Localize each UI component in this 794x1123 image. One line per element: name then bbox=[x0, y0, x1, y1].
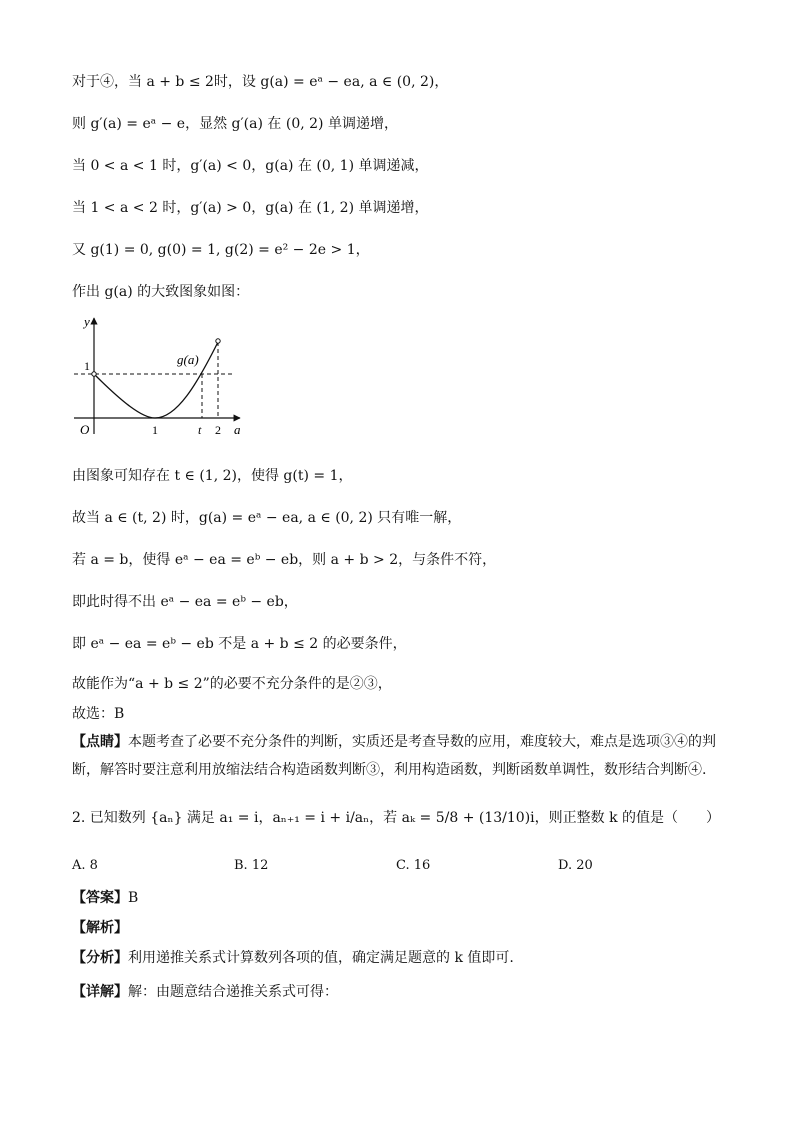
option-c: C. 16 bbox=[396, 858, 431, 873]
fenxi-line bbox=[72, 948, 514, 968]
curve-g bbox=[94, 342, 218, 418]
xiangjie-text: 解：由题意结合递推关系式可得： bbox=[128, 984, 338, 1000]
text-line: 故当 a ∈ (t, 2) 时，g(a) = eᵃ − ea, a ∈ (0, 2) 只有唯一解， bbox=[72, 510, 462, 526]
xiangjie-tag: 【详解】 bbox=[72, 984, 128, 1000]
x-tick-label: t bbox=[198, 423, 202, 437]
option-d: D. 20 bbox=[558, 858, 593, 873]
question-text: 2. 已知数列 {aₙ} 满足 a₁ = i，aₙ₊₁ = i + i/aₙ，若 aₖ = 5/8 + (13/10)i，则正整数 k 的值是（ ） bbox=[72, 810, 721, 826]
curve-label: g(a) bbox=[177, 352, 199, 367]
comment-text: 本题考查了必要不充分条件的判断，实质还是考查导数的应用，难度较大，难点是选项③④的判断，解答时要注意利用放缩法结合构造函数判断③，利用构造函数，判断函数单调性，数形结合判断④. bbox=[72, 734, 716, 778]
function-graph bbox=[72, 312, 262, 442]
xiangjie-line bbox=[72, 982, 338, 1002]
text-line: 若 a = b，使得 eᵃ − ea = eᵇ − eb，则 a + b > 2，与条件不符， bbox=[72, 552, 497, 568]
text-line: 即此时得不出 eᵃ − ea = eᵇ − eb， bbox=[72, 594, 298, 610]
comment-tag: 【点睛】 bbox=[72, 734, 128, 750]
comment-paragraph bbox=[72, 728, 722, 784]
x-tick-label: 1 bbox=[152, 423, 158, 437]
text-line: 又 g(1) = 0, g(0) = 1, g(2) = e² − 2e > 1， bbox=[72, 242, 370, 258]
fenxi-text: 利用递推关系式计算数列各项的值，确定满足题意的 k 值即可. bbox=[128, 950, 514, 966]
analysis-tag: 【解析】 bbox=[72, 920, 128, 936]
text-line: 即 eᵃ − ea = eᵇ − eb 不是 a + b ≤ 2 的必要条件， bbox=[72, 636, 407, 652]
text-line: 故选：B bbox=[72, 706, 125, 722]
text-line: 则 g′(a) = eᵃ − e，显然 g′(a) 在 (0, 2) 单调递增， bbox=[72, 116, 398, 132]
text-line: 当 1 < a < 2 时，g′(a) > 0，g(a) 在 (1, 2) 单调递增， bbox=[72, 200, 429, 216]
y-axis-label: y bbox=[84, 314, 90, 329]
fenxi-tag: 【分析】 bbox=[72, 950, 128, 966]
x-tick-label: 2 bbox=[215, 423, 221, 437]
open-point-start bbox=[92, 372, 96, 376]
text-line: 当 0 < a < 1 时，g′(a) < 0，g(a) 在 (0, 1) 单调递减， bbox=[72, 158, 429, 174]
text-line: 对于④，当 a + b ≤ 2时，设 g(a) = eᵃ − ea, a ∈ (0, 2)， bbox=[72, 74, 449, 90]
answer-tag: 【答案】 bbox=[72, 890, 128, 906]
y-tick-label: 1 bbox=[84, 359, 90, 373]
text-line: 故能作为“a + b ≤ 2”的必要不充分条件的是②③， bbox=[72, 676, 392, 692]
option-a: A. 8 bbox=[72, 858, 98, 873]
text-line: 作出 g(a) 的大致图象如图： bbox=[72, 284, 250, 300]
text-line: 由图象可知存在 t ∈ (1, 2)，使得 g(t) = 1， bbox=[72, 468, 353, 484]
origin-label: O bbox=[80, 422, 90, 437]
x-axis-label: a bbox=[234, 422, 241, 437]
answer-line bbox=[72, 888, 138, 908]
open-point-end bbox=[216, 339, 220, 343]
option-b: B. 12 bbox=[234, 858, 269, 873]
answer-value: B bbox=[128, 890, 139, 906]
